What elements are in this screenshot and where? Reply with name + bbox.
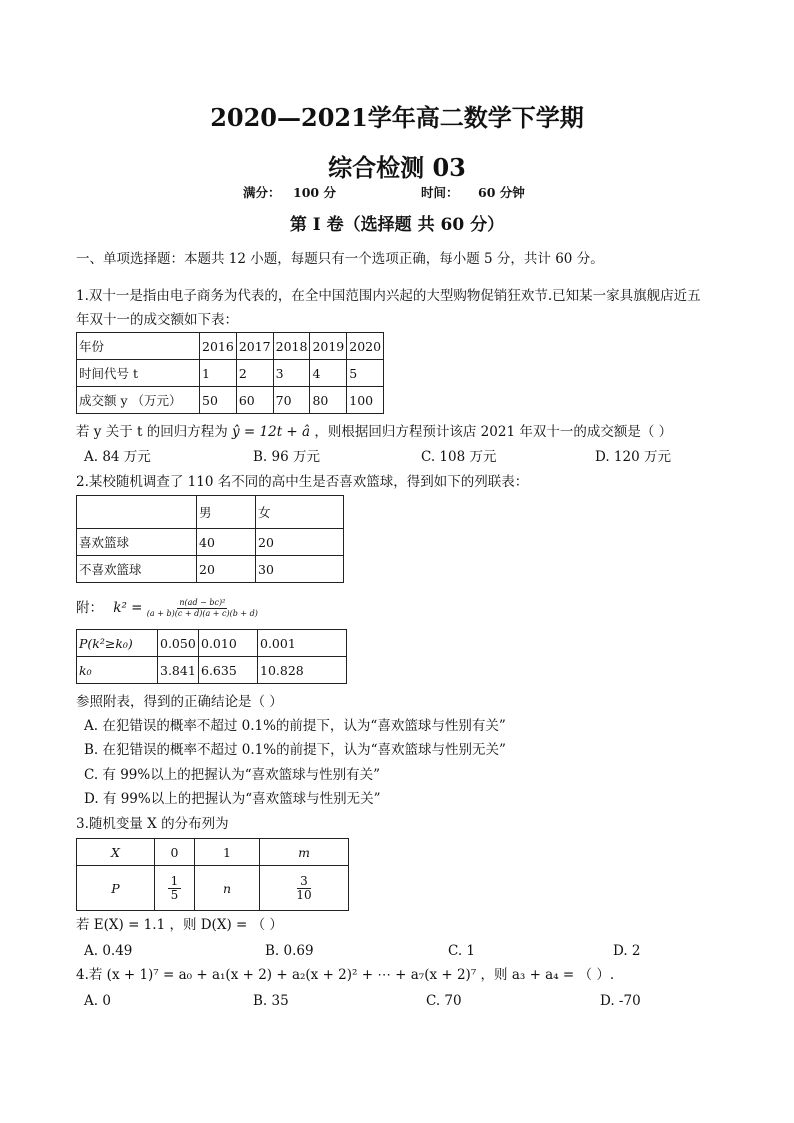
table-cell: 5 — [347, 360, 384, 387]
table-cell: X — [77, 839, 155, 866]
q1-table — [76, 332, 384, 414]
q3-distribution-table — [76, 838, 349, 911]
table-cell: 30 — [256, 556, 344, 583]
q2-option-b: B. 在犯错误的概率不超过 0.1%的前提下，认为“喜欢篮球与性别无关” — [84, 742, 506, 758]
q3-option-b: B. 0.69 — [265, 943, 314, 959]
table-cell: 50 — [200, 387, 237, 414]
table-cell: 年份 — [77, 333, 200, 360]
table-cell: 20 — [256, 529, 344, 556]
table-cell: 6.635 — [199, 657, 258, 684]
table-row — [77, 360, 384, 387]
table-cell: 0.010 — [199, 630, 258, 657]
q1-question-pre: 若 y 关于 t 的回归方程为 — [76, 424, 228, 440]
q3-option-c: C. 1 — [448, 943, 476, 959]
table-cell: 女 — [256, 496, 344, 529]
q1-stem-line1: 1.双十一是指由电子商务为代表的，在全中国范围内兴起的大型购物促销狂欢节.已知某一家具旗舰店近五 — [76, 288, 701, 304]
table-cell: 2018 — [273, 333, 310, 360]
q2-option-a: A. 在犯错误的概率不超过 0.1%的前提下，认为“喜欢篮球与性别有关” — [84, 718, 506, 734]
table-cell: 80 — [310, 387, 347, 414]
table-row — [77, 387, 384, 414]
q2-formula-denominator: (a + b)(c + d)(a + c)(b + d) — [146, 609, 258, 618]
q2-formula — [76, 598, 258, 619]
table-row — [77, 529, 344, 556]
table-cell: 100 — [347, 387, 384, 414]
table-cell: 2 — [236, 360, 273, 387]
q1-question-post: ，则根据回归方程预计该店 2021 年双十一的成交额是（ ） — [314, 424, 673, 440]
fraction-denominator: 10 — [296, 887, 312, 902]
table-cell: 不喜欢篮球 — [77, 556, 197, 583]
fraction-numerator: 1 — [168, 875, 182, 889]
q4-option-d: D. -70 — [600, 993, 641, 1009]
q2-formula-lhs: k² = — [113, 600, 143, 616]
fraction-three-tenths — [296, 875, 311, 902]
q2-formula-numerator: n(ad − bc)² — [179, 598, 226, 607]
table-row — [77, 866, 349, 911]
table-cell — [77, 496, 197, 529]
q1-option-a: A. 84 万元 — [84, 449, 151, 465]
q4-stem: 4.若 (x + 1)⁷ = a₀ + a₁(x + 2) + a₂(x + 2)² + ⋯ + a₇(x + 2)⁷ ，则 a₃ + a₄ = （ ）. — [76, 967, 615, 983]
table-cell: 60 — [236, 387, 273, 414]
score-value: 100 分 — [293, 185, 336, 200]
table-cell: P — [77, 866, 155, 911]
q1-option-d: D. 120 万元 — [595, 449, 671, 465]
q3-option-d: D. 2 — [613, 943, 641, 959]
table-cell: 0 — [155, 839, 195, 866]
q4-option-a: A. 0 — [84, 993, 111, 1009]
q1-stem-line2: 年双十一的成交额如下表： — [76, 312, 238, 328]
q2-contingency-table — [76, 495, 344, 583]
table-cell: 10.828 — [258, 657, 347, 684]
fraction-one-fifth — [168, 875, 182, 902]
table-cell: 70 — [273, 387, 310, 414]
table-row — [77, 630, 347, 657]
table-cell: 男 — [197, 496, 256, 529]
q2-option-c: C. 有 99%以上的把握认为“喜欢篮球与性别有关” — [84, 767, 381, 783]
table-cell: 40 — [197, 529, 256, 556]
table-cell: 1 — [195, 839, 260, 866]
table-cell: 4 — [310, 360, 347, 387]
table-cell: 0.001 — [258, 630, 347, 657]
table-row — [77, 556, 344, 583]
q4-option-c: C. 70 — [426, 993, 462, 1009]
table-cell — [260, 866, 349, 911]
table-cell — [155, 866, 195, 911]
fraction-numerator: 3 — [297, 875, 311, 889]
q1-question — [76, 423, 672, 441]
table-cell: 成交额 y （万元） — [77, 387, 200, 414]
table-row — [77, 657, 347, 684]
table-cell: 1 — [200, 360, 237, 387]
q2-critical-value-table — [76, 629, 347, 684]
table-row — [77, 839, 349, 866]
time-value: 60 分钟 — [478, 185, 525, 200]
q3-question: 若 E(X) = 1.1 ，则 D(X) = （ ） — [76, 917, 283, 933]
table-cell: k₀ — [77, 657, 158, 684]
page-title: 2020—2021学年高二数学下学期 — [210, 103, 584, 132]
table-cell: 3 — [273, 360, 310, 387]
table-cell: P(k²≥k₀) — [77, 630, 158, 657]
fraction-denominator: 5 — [170, 887, 179, 902]
q1-equation: ŷ = 12t + â — [232, 424, 311, 440]
q1-option-b: B. 96 万元 — [253, 449, 320, 465]
table-cell: m — [260, 839, 349, 866]
q2-option-d: D. 有 99%以上的把握认为“喜欢篮球与性别无关” — [84, 791, 381, 807]
time-label: 时间： — [421, 185, 459, 200]
score-label: 满分： — [243, 185, 281, 200]
table-row — [77, 333, 384, 360]
q2-formula-fraction — [147, 598, 258, 619]
q3-stem: 3.随机变量 X 的分布列为 — [76, 816, 229, 832]
table-cell: 时间代号 t — [77, 360, 200, 387]
q2-note-label: 附： — [76, 600, 103, 616]
table-cell: 3.841 — [158, 657, 199, 684]
table-cell: 0.050 — [158, 630, 199, 657]
q3-option-a: A. 0.49 — [84, 943, 133, 959]
section-title: 第 I 卷（选择题 共 60 分） — [289, 215, 505, 235]
instructions: 一、单项选择题：本题共 12 小题，每题只有一个选项正确，每小题 5 分，共计 60 分。 — [76, 251, 604, 267]
table-cell: 2019 — [310, 333, 347, 360]
page-subtitle: 综合检测 03 — [328, 153, 466, 182]
q2-stem: 2.某校随机调查了 110 名不同的高中生是否喜欢篮球，得到如下的列联表： — [76, 474, 529, 490]
table-cell: 2016 — [200, 333, 237, 360]
table-row — [77, 496, 344, 529]
table-cell: 20 — [197, 556, 256, 583]
q4-option-b: B. 35 — [253, 993, 289, 1009]
table-cell: 喜欢篮球 — [77, 529, 197, 556]
table-cell: n — [195, 866, 260, 911]
q1-option-c: C. 108 万元 — [421, 449, 497, 465]
q2-question: 参照附表，得到的正确结论是（ ） — [76, 694, 283, 710]
table-cell: 2020 — [347, 333, 384, 360]
table-cell: 2017 — [236, 333, 273, 360]
